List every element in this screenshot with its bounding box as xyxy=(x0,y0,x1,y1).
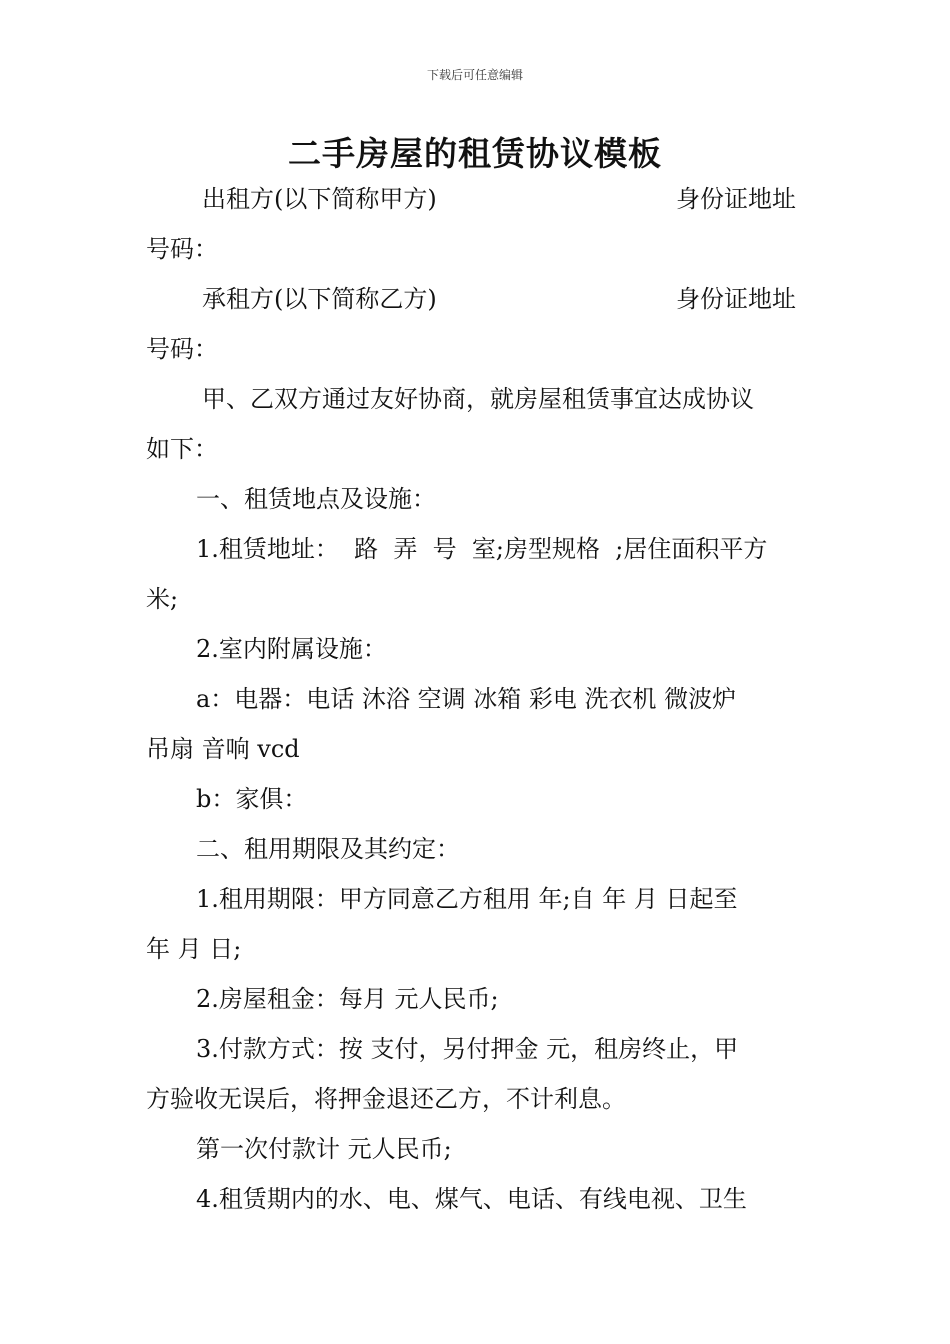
lessor-number-line: 号码： xyxy=(146,235,218,263)
lease-term-continue: 年 月 日; xyxy=(146,935,242,963)
lease-term-line: 1.租用期限：甲方同意乙方租用 年;自 年 月 日起至 xyxy=(196,885,738,913)
header-note: 下载后可任意编辑 xyxy=(426,68,523,82)
rental-address-line: 1.租赁地址： 路 弄 号 室;房型规格 ;居住面积平方 xyxy=(196,535,768,563)
section-one-heading: 一、租赁地点及设施： xyxy=(196,485,436,513)
payment-method-line: 3.付款方式：按 支付，另付押金 元，租房终止，甲 xyxy=(196,1035,739,1063)
appliances-line: a：电器：电话 沐浴 空调 冰箱 彩电 洗衣机 微波炉 xyxy=(196,685,737,713)
rental-address-continue: 米; xyxy=(146,585,179,613)
lessee-line: 承租方(以下简称乙方) xyxy=(202,285,437,313)
lessee-number-line: 号码： xyxy=(146,335,218,363)
first-payment-line: 第一次付款计 元人民币; xyxy=(196,1135,452,1163)
utilities-line: 4.租赁期内的水、电、煤气、电话、有线电视、卫生 xyxy=(196,1185,747,1213)
agreement-intro-line: 甲、乙双方通过友好协商，就房屋租赁事宜达成协议 xyxy=(202,385,754,413)
appliances-continue: 吊扇 音响 vcd xyxy=(146,735,300,763)
section-two-heading: 二、租用期限及其约定： xyxy=(196,835,460,863)
facilities-heading: 2.室内附属设施： xyxy=(196,635,387,663)
lessee-id-address-label: 身份证地址 xyxy=(676,285,796,313)
rent-line: 2.房屋租金：每月 元人民币; xyxy=(196,985,499,1013)
document-title: 二手房屋的租赁协议模板 xyxy=(288,134,662,173)
lessor-line: 出租方(以下简称甲方) xyxy=(202,185,437,213)
lessor-id-address-label: 身份证地址 xyxy=(676,185,796,213)
agreement-intro-continue: 如下： xyxy=(146,435,218,463)
payment-method-continue: 方验收无误后，将押金退还乙方，不计利息。 xyxy=(146,1085,626,1113)
furniture-line: b：家俱： xyxy=(196,785,308,813)
